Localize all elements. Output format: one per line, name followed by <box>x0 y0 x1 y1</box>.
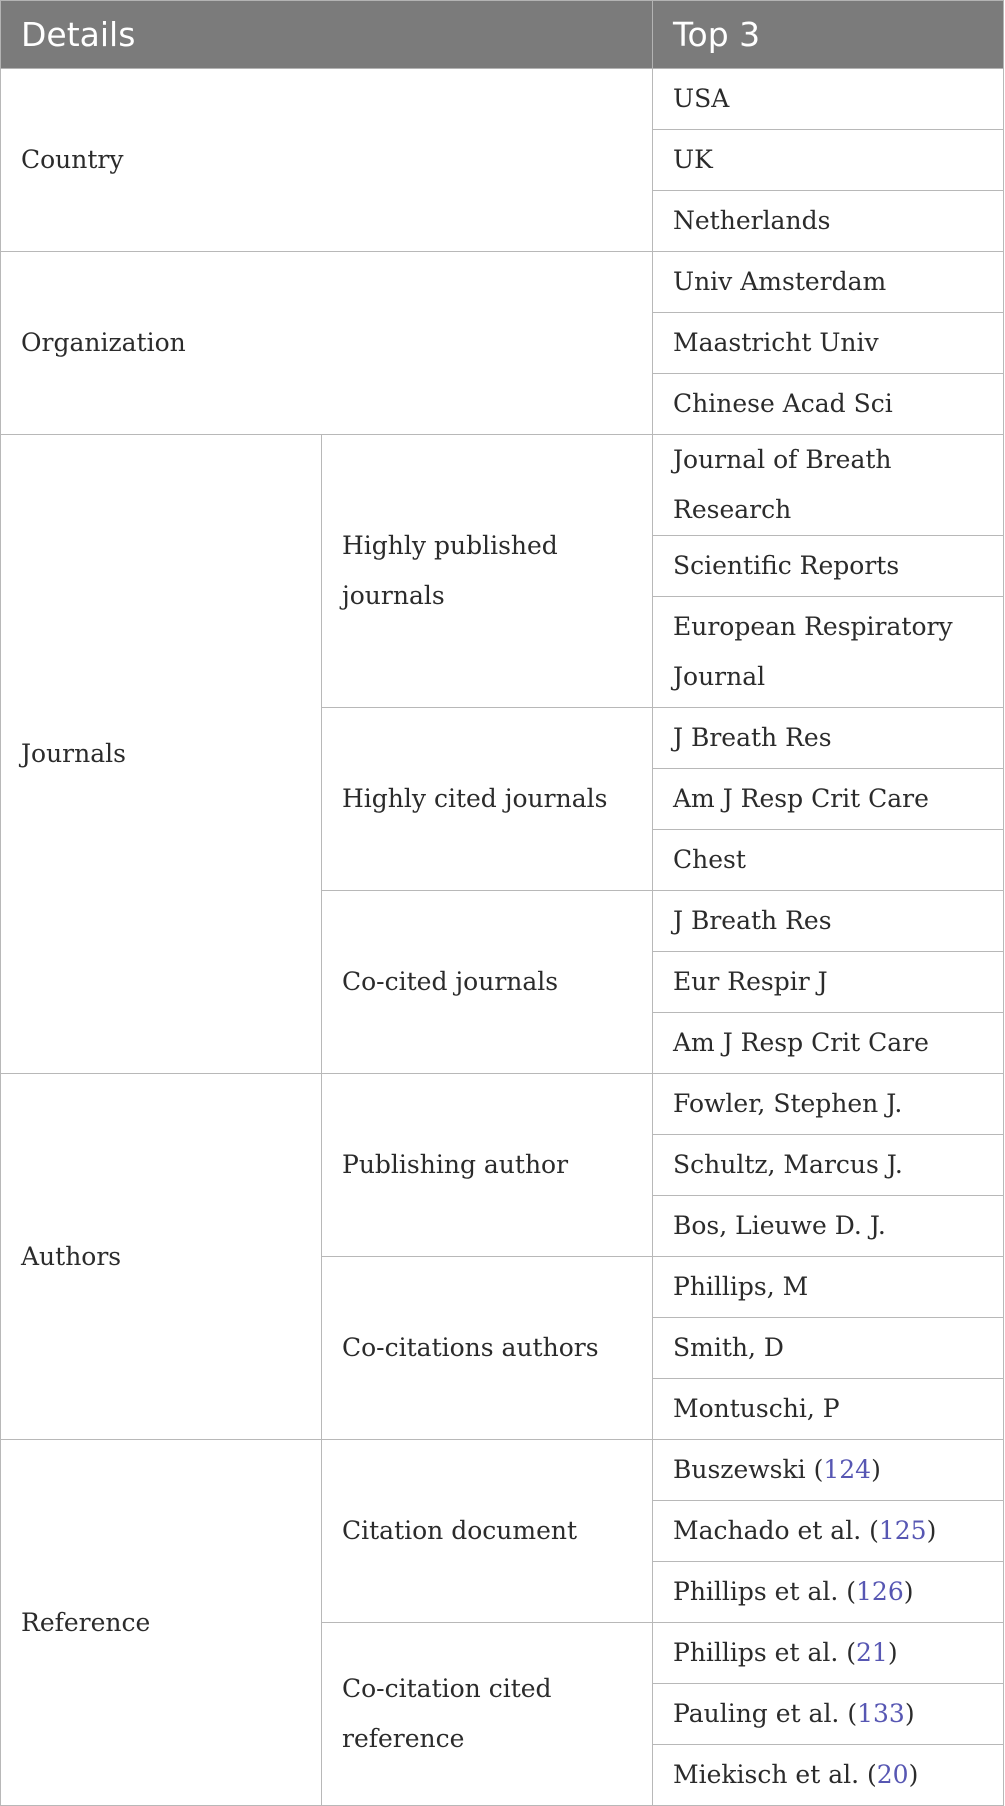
value-cell: Journal of Breath Research <box>653 435 1004 536</box>
value-cell: Fowler, Stephen J. <box>653 1074 1004 1135</box>
value-cell: Scientific Reports <box>653 536 1004 597</box>
category-authors: Authors <box>1 1074 322 1440</box>
value-cell: Bos, Lieuwe D. J. <box>653 1196 1004 1257</box>
subcategory-co-citations-authors: Co-citations authors <box>322 1257 653 1440</box>
value-cell: UK <box>653 130 1004 191</box>
category-organization: Organization <box>1 252 653 435</box>
reference-author: Pauling et al. <box>673 1699 840 1728</box>
citation-link[interactable]: 20 <box>876 1760 909 1789</box>
value-cell: USA <box>653 69 1004 130</box>
table-row <box>1 252 1004 313</box>
citation-link[interactable]: 21 <box>856 1638 888 1667</box>
value-cell: Pauling et al. (133) <box>653 1684 1004 1745</box>
value-cell: Chinese Acad Sci <box>653 374 1004 435</box>
reference-author: Buszewski <box>673 1455 806 1484</box>
value-cell: Smith, D <box>653 1318 1004 1379</box>
value-cell: J Breath Res <box>653 891 1004 952</box>
value-cell: J Breath Res <box>653 708 1004 769</box>
citation-link[interactable]: 126 <box>856 1577 904 1606</box>
reference-author: Machado et al. <box>673 1516 862 1545</box>
value-cell: Miekisch et al. (20) <box>653 1745 1004 1806</box>
citation-link[interactable]: 125 <box>878 1516 927 1545</box>
value-cell: European Respiratory Journal <box>653 597 1004 708</box>
category-country: Country <box>1 69 653 252</box>
value-cell: Maastricht Univ <box>653 313 1004 374</box>
category-journals: Journals <box>1 435 322 1074</box>
reference-author: Phillips et al. <box>673 1638 839 1667</box>
citation-link[interactable]: 133 <box>857 1699 905 1728</box>
value-cell: Machado et al. (125) <box>653 1501 1004 1562</box>
subcategory-highly-cited: Highly cited journals <box>322 708 653 891</box>
value-cell: Univ Amsterdam <box>653 252 1004 313</box>
table-row <box>1 69 1004 130</box>
citation-link[interactable]: 124 <box>823 1455 872 1484</box>
reference-author: Miekisch et al. <box>673 1760 860 1789</box>
value-cell: Am J Resp Crit Care <box>653 1013 1004 1074</box>
category-reference: Reference <box>1 1440 322 1806</box>
subcategory-publishing-author: Publishing author <box>322 1074 653 1257</box>
value-cell: Phillips et al. (126) <box>653 1562 1004 1623</box>
subcategory-highly-published: Highly published journals <box>322 435 653 708</box>
value-cell: Am J Resp Crit Care <box>653 769 1004 830</box>
table-row <box>1 1074 1004 1135</box>
value-cell: Netherlands <box>653 191 1004 252</box>
header-row <box>1 1 1004 69</box>
table-row <box>1 1440 1004 1501</box>
value-cell: Eur Respir J <box>653 952 1004 1013</box>
header-details: Details <box>1 1 653 69</box>
subcategory-citation-document: Citation document <box>322 1440 653 1623</box>
subcategory-co-citation-cited-reference: Co-citation cited reference <box>322 1623 653 1806</box>
reference-author: Phillips et al. <box>673 1577 839 1606</box>
value-cell: Phillips et al. (21) <box>653 1623 1004 1684</box>
value-cell: Montuschi, P <box>653 1379 1004 1440</box>
value-cell: Phillips, M <box>653 1257 1004 1318</box>
table-row <box>1 435 1004 536</box>
subcategory-co-cited: Co-cited journals <box>322 891 653 1074</box>
value-cell: Schultz, Marcus J. <box>653 1135 1004 1196</box>
value-cell: Buszewski (124) <box>653 1440 1004 1501</box>
header-top3: Top 3 <box>653 1 1004 69</box>
value-cell: Chest <box>653 830 1004 891</box>
